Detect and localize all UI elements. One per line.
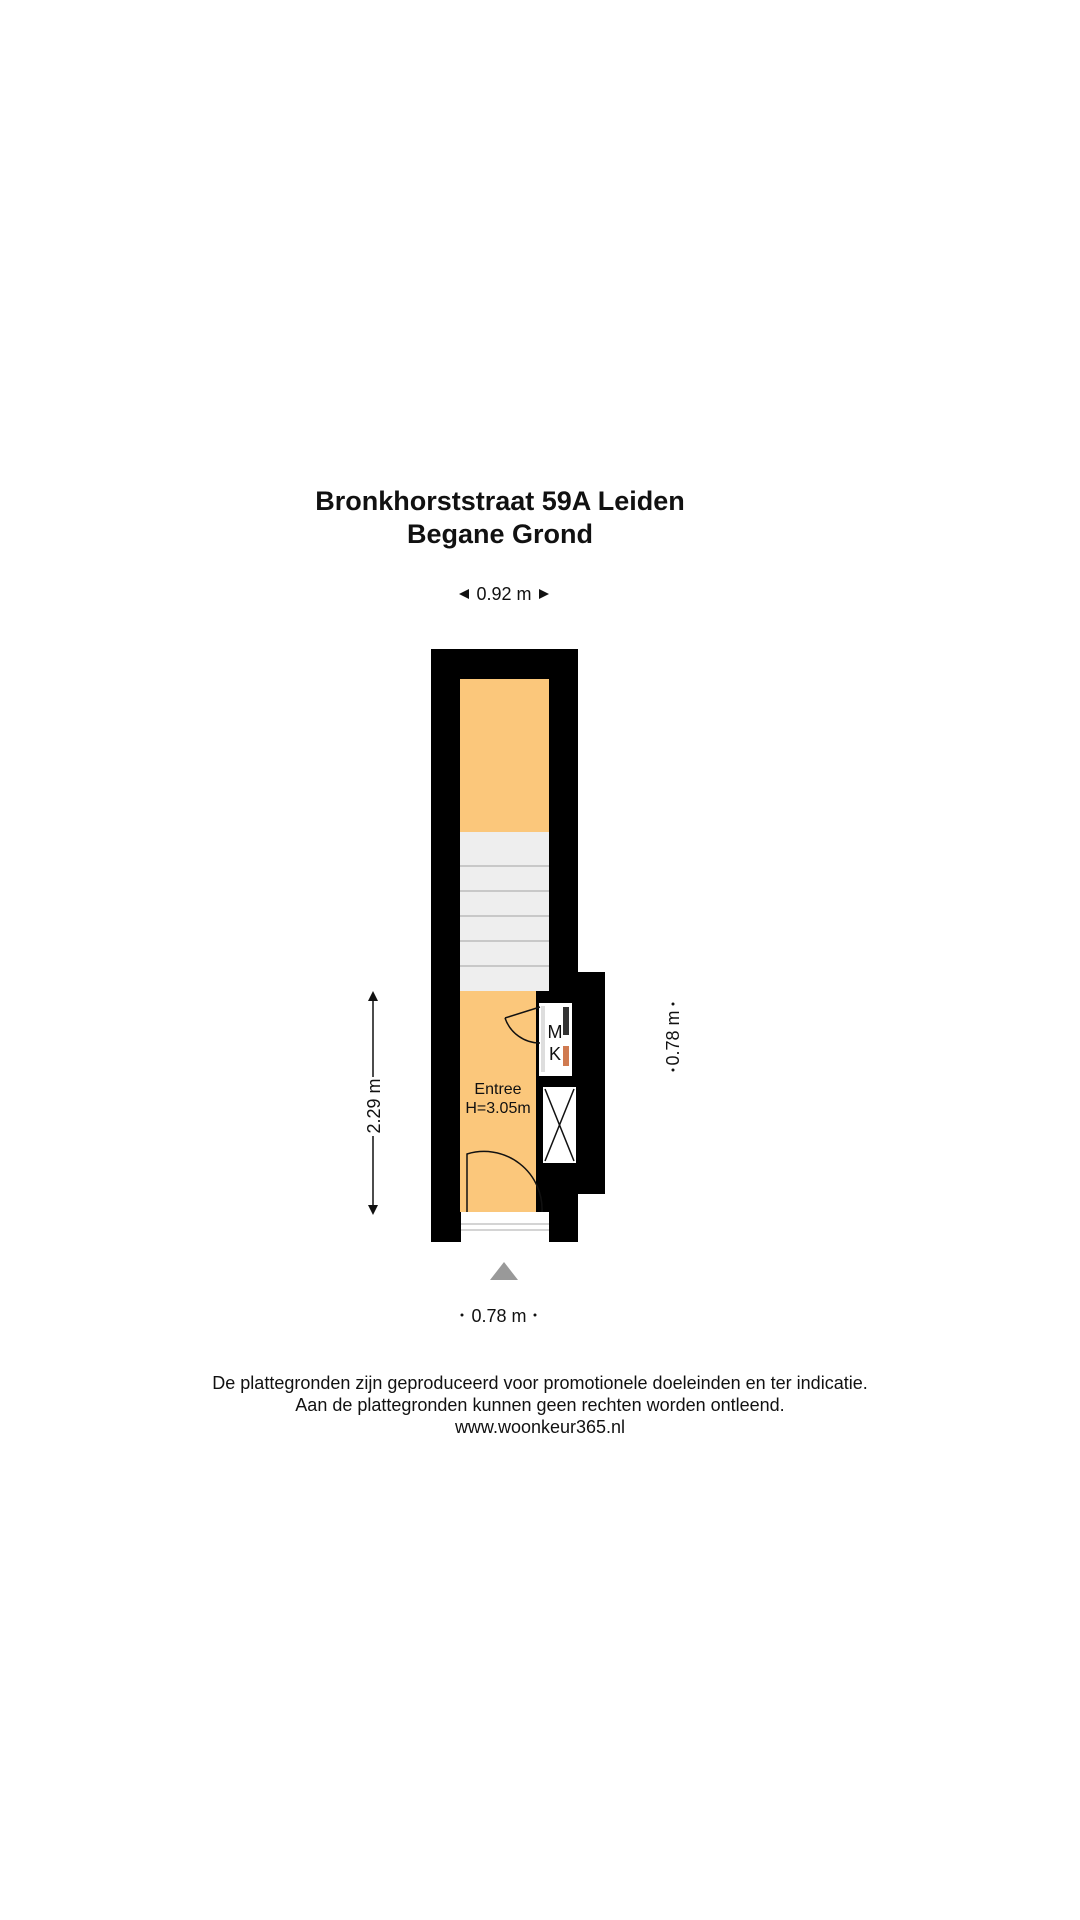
left-height-label: 2.29 m <box>364 1078 384 1134</box>
entree-label: Entree <box>474 1081 522 1098</box>
entree-height-label: H=3.05m <box>465 1100 531 1117</box>
right-arrowhead <box>539 589 549 599</box>
left-arrowhead <box>459 589 469 599</box>
right-height-dimension <box>663 1003 683 1072</box>
floor-name: Begane Grond <box>406 519 594 549</box>
top-width-dimension <box>459 584 549 604</box>
meter-m-label: M <box>547 1022 563 1042</box>
bottom-width-dimension <box>461 1306 537 1326</box>
website-link[interactable]: www.woonkeur365.nl <box>454 1417 626 1437</box>
bottom-width-label: 0.78 m <box>471 1306 527 1326</box>
shaft <box>543 1087 576 1163</box>
disclaimer-line-2: Aan de plattegronden kunnen geen rechten worden ontleend. <box>295 1395 785 1415</box>
left-height-dimension <box>364 991 384 1215</box>
meter-k-label: K <box>548 1044 562 1064</box>
top-width-label: 0.92 m <box>476 584 532 604</box>
right-height-label: 0.78 m <box>663 1010 683 1066</box>
entrance-marker <box>490 1262 518 1280</box>
plan-title: Bronkhorststraat 59A Leiden <box>315 486 685 516</box>
upper-floor-area <box>460 679 549 832</box>
disclaimer-line-1: De plattegronden zijn geproduceerd voor promotionele doeleinden en ter indicatie. <box>212 1373 868 1393</box>
staircase <box>460 832 549 991</box>
